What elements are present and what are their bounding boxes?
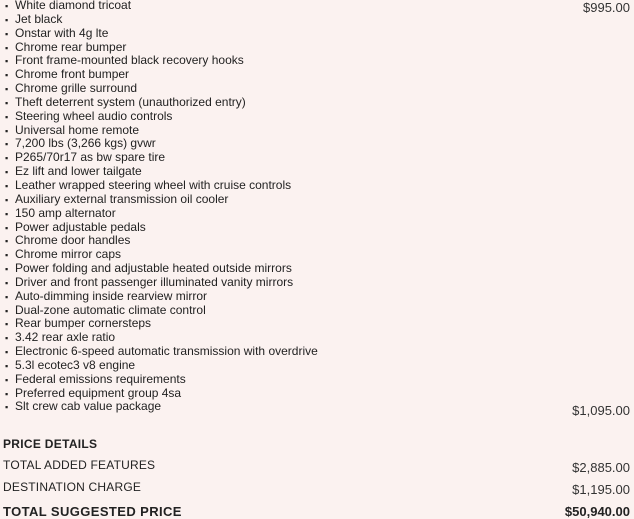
feature-label: 7,200 lbs (3,266 kgs) gvwr	[15, 136, 156, 151]
feature-label: Jet black	[15, 11, 63, 26]
feature-label: Slt crew cab value package	[15, 399, 162, 414]
bullet-icon: ▪	[5, 402, 9, 413]
price-details-title: PRICE DETAILS	[3, 437, 98, 451]
destination-charge-value: $1,195.00	[572, 482, 630, 497]
feature-item	[5, 82, 318, 96]
total-added-features-label: TOTAL ADDED FEATURES	[3, 458, 156, 472]
bullet-icon: ▪	[5, 360, 9, 371]
bullet-icon: ▪	[5, 125, 9, 136]
feature-label: Ez lift and lower tailgate	[15, 164, 142, 179]
feature-list	[5, 0, 318, 414]
feature-item	[5, 345, 318, 359]
bullet-icon: ▪	[5, 250, 9, 261]
feature-label: Chrome door handles	[15, 233, 131, 248]
feature-item	[5, 151, 318, 165]
bullet-icon: ▪	[5, 374, 9, 385]
feature-label: Onstar with 4g lte	[15, 25, 109, 40]
feature-label: Chrome front bumper	[15, 67, 130, 82]
feature-label: Steering wheel audio controls	[15, 108, 173, 123]
bullet-icon: ▪	[5, 333, 9, 344]
feature-label: Power adjustable pedals	[15, 219, 146, 234]
bullet-icon: ▪	[5, 180, 9, 191]
feature-item	[5, 165, 318, 179]
feature-label: Rear bumper cornersteps	[15, 316, 152, 331]
feature-label: Federal emissions requirements	[15, 371, 186, 386]
feature-item	[5, 331, 318, 345]
package-price: $1,095.00	[572, 403, 630, 418]
bullet-icon: ▪	[5, 194, 9, 205]
bullet-icon: ▪	[5, 14, 9, 25]
feature-item	[5, 68, 318, 82]
bullet-icon: ▪	[5, 222, 9, 233]
feature-label: Chrome rear bumper	[15, 39, 127, 54]
feature-item	[5, 262, 318, 276]
feature-label: Driver and front passenger illuminated vanity mirrors	[15, 274, 294, 289]
total-added-features-value: $2,885.00	[572, 460, 630, 475]
feature-label: Dual-zone automatic climate control	[15, 302, 206, 317]
paint-price: $995.00	[583, 0, 630, 15]
feature-item	[5, 304, 318, 318]
feature-label: P265/70r17 as bw spare tire	[15, 150, 166, 165]
feature-label: 3.42 rear axle ratio	[15, 330, 116, 345]
feature-item	[5, 248, 318, 262]
bullet-icon: ▪	[5, 70, 9, 81]
feature-item	[5, 193, 318, 207]
feature-label: Front frame-mounted black recovery hooks	[15, 53, 244, 68]
feature-label: Universal home remote	[15, 122, 140, 137]
feature-item	[5, 400, 318, 414]
feature-item	[5, 317, 318, 331]
bullet-icon: ▪	[5, 305, 9, 316]
feature-item	[5, 373, 318, 387]
bullet-icon: ▪	[5, 28, 9, 39]
feature-item	[5, 207, 318, 221]
bullet-icon: ▪	[5, 291, 9, 302]
bullet-icon: ▪	[5, 347, 9, 358]
bullet-icon: ▪	[5, 84, 9, 95]
feature-item	[5, 359, 318, 373]
bullet-icon: ▪	[5, 153, 9, 164]
feature-item	[5, 41, 318, 55]
feature-label: Electronic 6-speed automatic transmission with overdrive	[15, 344, 318, 359]
bullet-icon: ▪	[5, 139, 9, 150]
feature-item	[5, 124, 318, 138]
feature-label: Preferred equipment group 4sa	[15, 385, 182, 400]
total-suggested-price-value: $50,940.00	[564, 504, 630, 519]
bullet-icon: ▪	[5, 111, 9, 122]
bullet-icon: ▪	[5, 167, 9, 178]
feature-label: Theft deterrent system (unauthorized entry)	[15, 94, 246, 109]
destination-charge-label: DESTINATION CHARGE	[3, 480, 142, 494]
bullet-icon: ▪	[5, 388, 9, 399]
bullet-icon: ▪	[5, 208, 9, 219]
feature-label: 150 amp alternator	[15, 205, 116, 220]
feature-item	[5, 96, 318, 110]
feature-item	[5, 13, 318, 27]
bullet-icon: ▪	[5, 97, 9, 108]
feature-item	[5, 179, 318, 193]
feature-label: Power folding and adjustable heated outside mirrors	[15, 261, 292, 276]
feature-item	[5, 27, 318, 41]
bullet-icon: ▪	[5, 56, 9, 67]
feature-item	[5, 234, 318, 248]
bullet-icon: ▪	[5, 42, 9, 53]
bullet-icon: ▪	[5, 277, 9, 288]
total-suggested-price-label: TOTAL SUGGESTED PRICE	[3, 504, 182, 519]
feature-label: White diamond tricoat	[15, 0, 132, 12]
bullet-icon: ▪	[5, 236, 9, 247]
feature-label: Auxiliary external transmission oil cooler	[15, 191, 229, 206]
feature-item	[5, 290, 318, 304]
bullet-icon: ▪	[5, 1, 9, 11]
feature-item	[5, 110, 318, 124]
feature-item	[5, 137, 318, 151]
feature-label: Chrome grille surround	[15, 81, 138, 96]
feature-item	[5, 276, 318, 290]
bullet-icon: ▪	[5, 264, 9, 275]
feature-label: 5.3l ecotec3 v8 engine	[15, 357, 136, 372]
feature-item	[5, 221, 318, 235]
feature-item	[5, 387, 318, 401]
bullet-icon: ▪	[5, 319, 9, 330]
feature-label: Leather wrapped steering wheel with cruise controls	[15, 177, 292, 192]
feature-label: Chrome mirror caps	[15, 247, 122, 262]
feature-label: Auto-dimming inside rearview mirror	[15, 288, 208, 303]
feature-item	[5, 54, 318, 68]
